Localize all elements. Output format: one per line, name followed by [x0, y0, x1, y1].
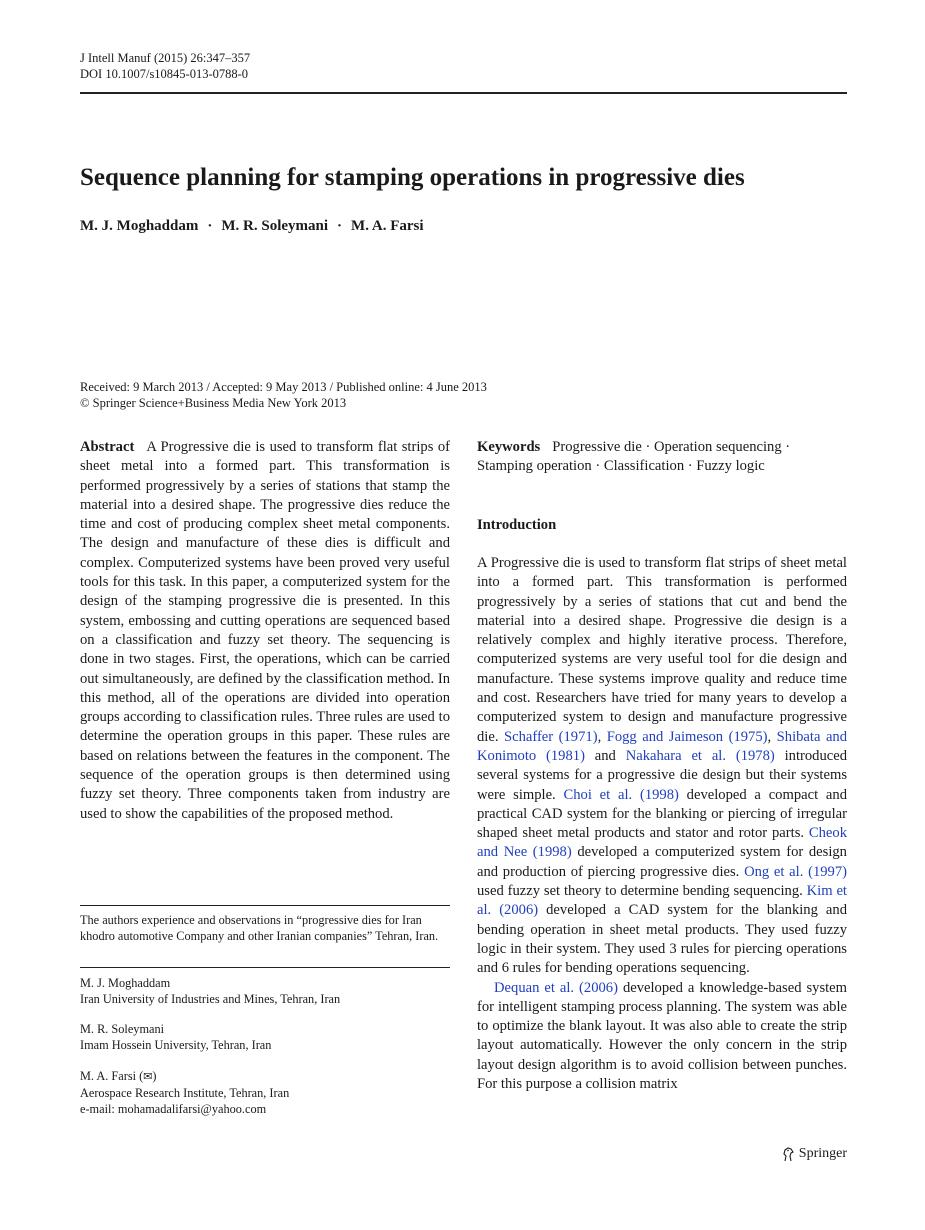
affiliation-3: [80, 1068, 450, 1117]
author-separator: ·: [207, 218, 213, 234]
author-separator: ·: [337, 218, 343, 234]
intro-text: used fuzzy set theory to determine bending sequencing.: [477, 883, 807, 900]
keywords-label: Keywords: [477, 439, 541, 455]
affiliation-2: [80, 1021, 450, 1053]
received-accepted-line: Received: 9 March 2013 / Accepted: 9 May 2013 / Published online: 4 June 2013: [80, 380, 487, 394]
intro-text: ,: [767, 728, 777, 745]
publication-dates: [80, 379, 487, 411]
affiliation-name: M. R. Soleymani: [80, 1022, 165, 1036]
affiliation-name: M. A. Farsi: [80, 1069, 137, 1083]
journal-citation: J Intell Manuf (2015) 26:347–357: [80, 51, 251, 65]
affiliation-org: Iran University of Industries and Mines, Tehran, Iran: [80, 992, 341, 1006]
publisher-name: Springer: [798, 1146, 847, 1161]
paper-title: Sequence planning for stamping operations in progressive dies: [80, 164, 745, 191]
keywords: [477, 438, 847, 477]
introduction-body: [477, 554, 847, 1094]
citation-link[interactable]: Shibata and Konimoto (1981): [477, 728, 848, 764]
citation-link[interactable]: Ong et al. (1997): [744, 863, 847, 880]
citation-link[interactable]: Schaffer (1971): [503, 728, 598, 745]
abstract: [80, 438, 450, 824]
affiliation-org: Imam Hossein University, Tehran, Iran: [80, 1038, 272, 1052]
publisher-logo: [782, 1145, 847, 1163]
affiliation-name-line: M. A. Farsi (✉): [80, 1069, 157, 1083]
affiliation-name: M. J. Moghaddam: [80, 976, 171, 990]
keywords-text: Progressive die · Operation sequencing · Stamping operation · Classification · Fuzzy logic: [477, 439, 791, 475]
intro-text: developed a compact and practical CAD system for the blanking or piercing of irregular shaped sheet metal products and stator and rotor parts.: [477, 786, 847, 842]
header-rule: [80, 92, 847, 94]
citation-link[interactable]: Kim et al. (2006): [477, 883, 847, 919]
intro-text: developed a computerized system for design and production of piercing progressive dies.: [477, 844, 847, 880]
intro-text: ,: [597, 728, 607, 745]
footnote-rule: [80, 905, 450, 906]
intro-text: developed a knowledge-based system for intelligent stamping process planning. The system was able to optimize the blank layout. It was also able to create the strip layout automatically. However the only concern in the strip layout design algorithm is to avoid collision between punches. For this purpose a collision matrix: [477, 979, 848, 1093]
author-1: M. J. Moghaddam: [80, 218, 199, 234]
envelope-icon: ✉: [143, 1070, 153, 1083]
intro-paragraph-1: [477, 554, 847, 979]
author-3: M. A. Farsi: [351, 218, 424, 234]
abstract-text: A Progressive die is used to transform flat strips of sheet metal into a formed part. This transformation is performed progressively by a series of stations that stamp the material into a desired shape. The progressive dies reduce the time and cost of producing complex sheet metal components. The design and manufacture of these dies is difficult and complex. Computerized systems have been proved very useful tools for this task. In this paper, a computerized system for the design of the stamping progressive die is presented. In this system, embossing and cutting operations are sequenced based on a classification and fuzzy set theory. The sequencing is done in two stages. First, the operations, which can be carried out simultaneously, are defined by the classification method. In this method, all of the operations are divided into operation groups according to classification rules. Three rules are used to determine the operation groups in this paper. These rules are based on relations between the features in the component. The sequence of the operation groups is then determined using fuzzy set theory. Three components taken from industry are used to show the capabilities of the proposed method.: [80, 439, 450, 822]
intro-text: developed a CAD system for the blanking and bending operation in sheet metal products. They used fuzzy logic in their system. They used 3 rules for piercing operations and 6 rules for bending operations sequencing.: [477, 902, 847, 977]
citation-link[interactable]: Fogg and Jaimeson (1975): [606, 728, 768, 745]
affiliation-email: e-mail: mohamadalifarsi@yahoo.com: [80, 1102, 267, 1116]
author-2: M. R. Soleymani: [221, 218, 329, 234]
intro-text: and: [584, 747, 626, 764]
citation-link[interactable]: Dequan et al. (2006): [494, 979, 618, 996]
intro-text: A Progressive die is used to transform flat strips of sheet metal into a formed part. This transformation is performed progressively by a series of stations that cut and bend the material into a desired shape. Progressive die design is a relatively complex and highly iterative process. Therefore, computerized systems are very useful tool for die design and manufacture. These systems improve quality and reduce time and cost. Researchers have tried for many years to develop a computerized system to design and manufacture progressive die.: [477, 555, 847, 745]
affiliation-org: Aerospace Research Institute, Tehran, Iran: [80, 1086, 290, 1100]
section-heading-introduction: Introduction: [477, 517, 557, 533]
citation-link[interactable]: Choi et al. (1998): [563, 786, 679, 803]
author-list: [80, 216, 424, 236]
intro-paragraph-2: [477, 979, 847, 1095]
doi: DOI 10.1007/s10845-013-0788-0: [80, 67, 249, 81]
citation-link[interactable]: Nakahara et al. (1978): [625, 747, 775, 764]
springer-horse-icon: [782, 1147, 795, 1162]
affiliation-1: [80, 975, 450, 1007]
affiliation-rule: [80, 967, 450, 968]
intro-text: introduced several systems for a progressive die design but their systems were simple.: [477, 747, 847, 803]
author-experience-note: The authors experience and observations in “progressive dies for Iran khodro automotive Company and other Iranian companies” Tehran, Iran.: [80, 913, 439, 943]
copyright-line: © Springer Science+Business Media New York 2013: [80, 396, 347, 410]
abstract-label: Abstract: [80, 439, 135, 455]
citation-link[interactable]: Cheok and Nee (1998): [477, 825, 847, 861]
